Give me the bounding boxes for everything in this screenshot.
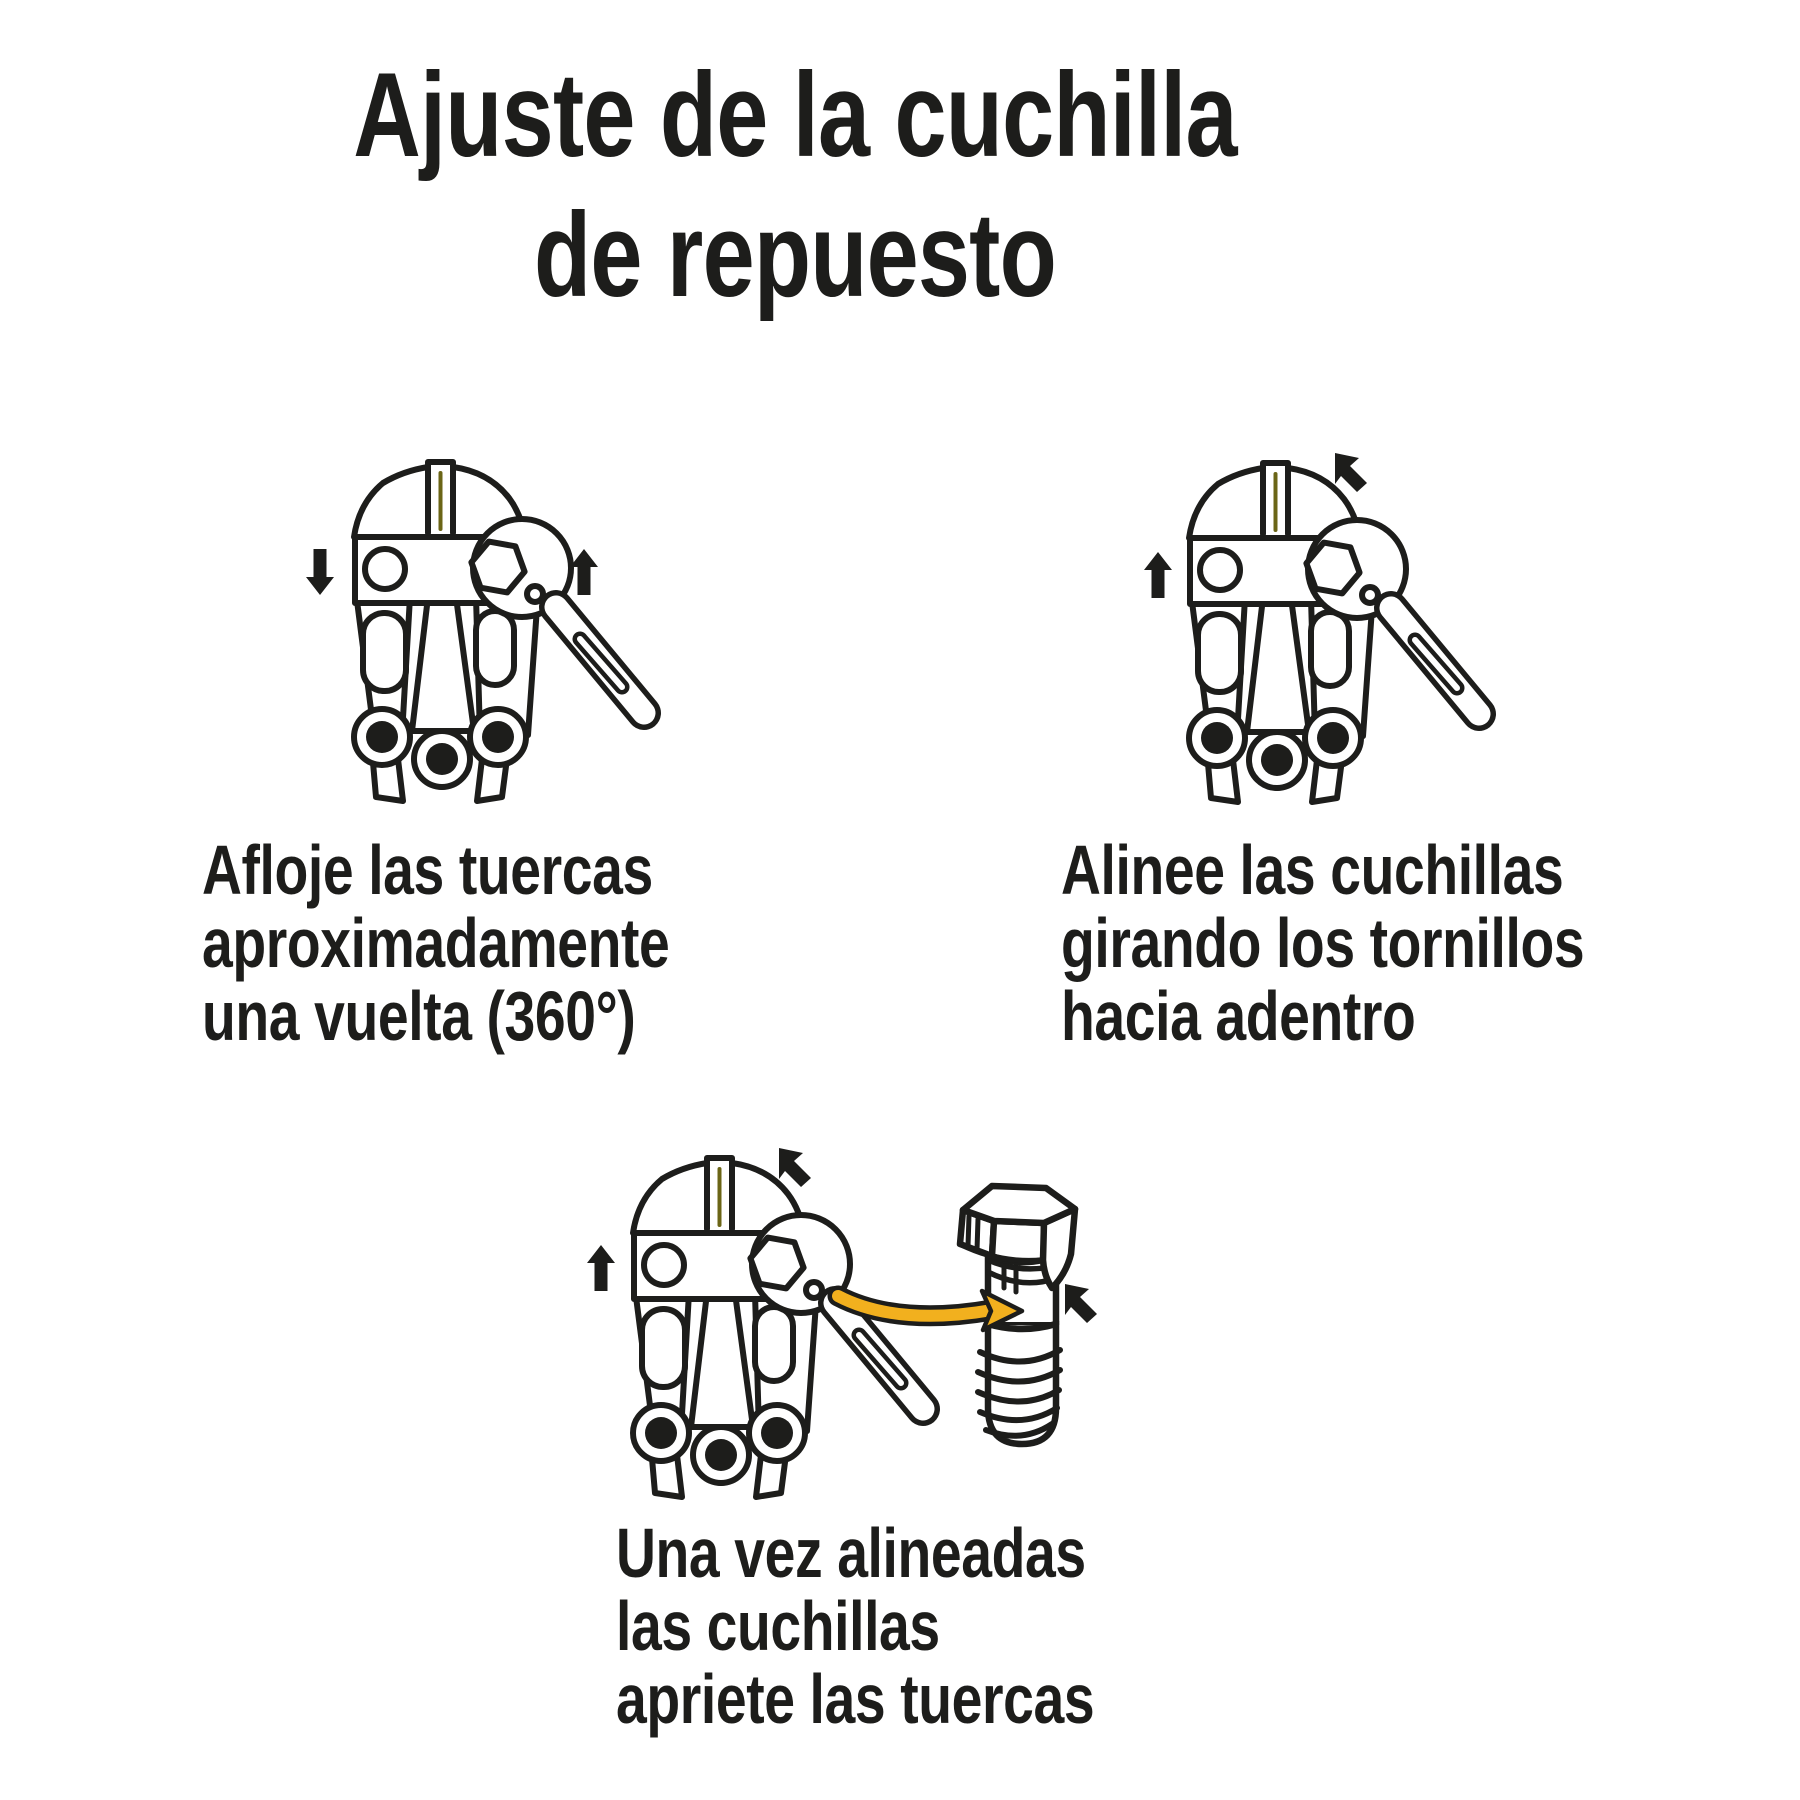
- caption-step3-line-2: las cuchillas: [616, 1587, 940, 1665]
- up-arrow-icon: [1144, 552, 1172, 598]
- caption-step2-line-2: girando los tornillos: [1061, 904, 1585, 982]
- page-title-line-1: Ajuste de la cuchilla: [353, 48, 1237, 182]
- illustration-step2-align-blades: [1144, 453, 1479, 802]
- bolt-cutter-head-with-wrench: [354, 462, 644, 801]
- illustration-step3-tighten-nuts: [587, 1148, 1097, 1497]
- diagonal-arrow-icon: [1065, 1284, 1097, 1323]
- down-arrow-icon: [306, 549, 334, 595]
- up-arrow-icon: [587, 1245, 615, 1291]
- caption-step2: [1061, 831, 1585, 1055]
- bolt-cutter-head-with-wrench: [633, 1158, 923, 1497]
- caption-step1-line-1: Afloje las tuercas: [202, 831, 653, 909]
- caption-step1-line-2: aproximadamente: [202, 904, 670, 982]
- caption-step3: [616, 1514, 1095, 1738]
- diagonal-arrow-icon: [779, 1148, 811, 1187]
- caption-step2-line-3: hacia adentro: [1061, 977, 1416, 1055]
- caption-step1: [202, 831, 670, 1055]
- bolt-cutter-head-with-wrench: [1189, 463, 1479, 802]
- caption-step2-line-1: Alinee las cuchillas: [1061, 831, 1564, 909]
- caption-step1-line-3: una vuelta (360°): [202, 977, 636, 1055]
- up-arrow-icon: [570, 549, 598, 595]
- illustration-step1-loosen-nuts: [306, 462, 644, 801]
- caption-step3-line-3: apriete las tuercas: [616, 1660, 1095, 1738]
- page-title-line-2: de repuesto: [534, 188, 1056, 322]
- caption-step3-line-1: Una vez alineadas: [616, 1514, 1086, 1592]
- diagonal-arrow-icon: [1335, 453, 1367, 492]
